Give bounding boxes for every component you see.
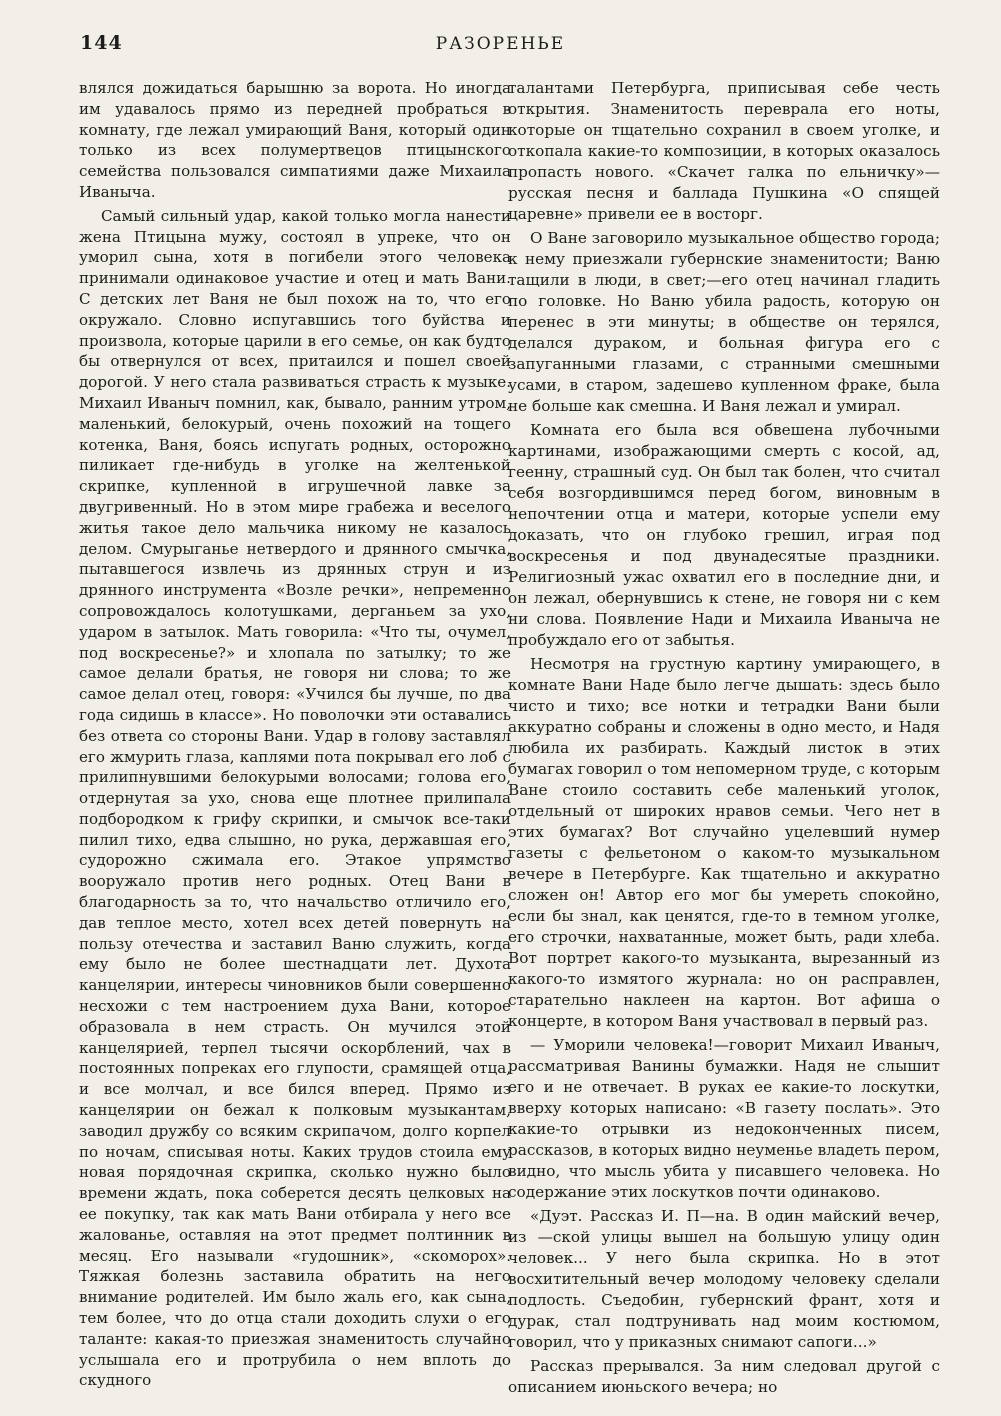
running-title: РАЗОРЕНЬЕ <box>435 34 566 54</box>
paragraph: влялся дожидаться барышню за ворота. Но иногда им удавалось прямо из передней пробраться в комнату, где лежал умирающий Ваня, который один только из всех полумертвецов птицынского семейства пользовался симпатиями даже Михаила Иваныча. <box>79 79 511 201</box>
paragraph: Самый сильный удар, какой только могла нанести жена Птицына мужу, состоял в упреке, что он уморил сына, хотя в погибели этого человека принимали одинаковое участие и отец и мать Вани. С детских лет Ваня не был похож на то, что его окружало. Словно испугавшись того буйства и произвола, которые царили в его семье, он как будто бы отвернулся от всех, притаился и пошел своей дорогой. У него стала развиваться страсть к музыке. Михаил Иваныч помнил, как, бывало, ранним утром, маленький, белокурый, очень похожий на тощего котенка, Ваня, боясь испугать родных, осторожно пиликает где-нибудь в уголке на желтенькой скрипке, купленной в игрушечной лавке за двугривенный. Но в этом мире грабежа и веселого житья такое дело мальчика никому не казалось делом. Смурыганье нетвердого и дрянного смычка, пытавшегося извлечь из дрянных струн и из дрянного инструмента «Возле речки», непременно сопровождалось колотушками, дерганьем за ухо, ударом в затылок. Мать говорила: «Что ты, очумел, под воскресенье?» и хлопала по затылку; то же самое делали братья, не говоря ни слова; то же самое делал отец, говоря: «Учился бы лучше, по два года сидишь в классе». Но поволочки эти оставались без ответа со стороны Вани. Удар в голову заставлял его жмурить глаза, каплями пота покрывал его лоб с прилипнувшими белокурыми волосами; голова его, отдернутая за ухо, снова еще плотнее прилипала подбородком к грифу скрипки, и смычок все-таки пилил тихо, едва слышно, но рука, державшая его, судорожно сжимала его. Этакое упрямство вооружало против него родных. Отец Вани в благодарность за то, что начальство отличило его, дав теплое место, хотел всех детей повернуть на пользу отечества и заставил Ваню служить, когда ему было не более шестнадцати лет. Духота канцелярии, интересы чиновников были совершенно несхожи с тем настроением духа Вани, которое образовала в нем страсть. Он мучился этой канцелярией, терпел тысячи оскорблений, чах в постоянных попреках его глупости, срамящей отца, и все молчал, и все бился вперед. Прямо из канцелярии он бежал к полковым музыкантам, заводил дружбу со всяким скрипачом, долго корпел по ночам, списывая ноты. Каких трудов стоила ему новая порядочная скрипка, сколько нужно было времени ждать, пока соберется десять целковых на ее покупку, так как мать Вани отбирала у него все жалованье, оставляя на этот предмет полтинник в месяц. Его называли «гудошник», «скоморох». Тяжкая болезнь заставила обратить на него внимание родителей. Им было жаль его, как сына, тем более, что до отца стали доходить слухи о его таланте: какая-то приезжая знаменитость случайно услышала его и протрубила о нем вплоть до скудного <box>79 206 511 1390</box>
paragraph: О Ване заговорило музыкальное общество города; к нему приезжали губернские знаменитости; Ваню тащили в люди, в свет;—его отец начинал гладить по головке. Но Ваню убила радость, которую он перенес в эти минуты; в обществе он терялся, делался дураком, и больная фигура его с запуганными глазами, с странными смешными усами, в старом, задешево купленном фраке, была не больше как смешна. И Ваня лежал и умирал. <box>508 229 940 415</box>
paragraph: талантами Петербурга, приписывая себе честь открытия. Знаменитость переврала его ноты, которые он тщательно сохранил в своем уголке, и откопала какие-то композиции, в которых оказалось пропасть нового. «Скачет галка по ельничку»—русская песня и баллада Пушкина «О спящей царевне» привели ее в восторг. <box>508 79 940 223</box>
paragraph: Комната его была вся обвешена лубочными картинами, изображающими смерть с косой, ад, геенну, страшный суд. Он был так болен, что считал себя возгордившимся перед богом, виновным в непочтении отца и матери, которые успели ему доказать, что он глубоко грешил, играя под воскресенья и под двунадесятые праздники. Религиозный ужас охватил его в последние дни, и он лежал, обернувшись к стене, не говоря ни с кем ни слова. Появление Нади и Михаила Иваныча не пробуждало его от забытья. <box>508 421 940 649</box>
right-column <box>508 78 940 1401</box>
page-header <box>0 32 1001 62</box>
paragraph: «Дуэт. Рассказ И. П—на. В один майский вечер, из —ской улицы вышел на большую улицу один человек... У него была скрипка. Но в этот восхитительный вечер молодому человеку сделали подлость. Съедобин, губернский франт, хотя и дурак, стал подтрунивать над моим костюмом, говорил, что у приказных снимают сапоги...» <box>508 1207 940 1351</box>
page-number: 144 <box>80 32 123 54</box>
paragraph: Рассказ прерывался. За ним следовал другой с описанием июньского вечера; но <box>508 1357 940 1396</box>
paragraph: Несмотря на грустную картину умирающего, в комнате Вани Наде было легче дышать: здесь было чисто и тихо; все нотки и тетрадки Вани были аккуратно собраны и сложены в одно место, и Надя любила их разбирать. Каждый листок в этих бумагах говорил о том непомерном труде, с которым Ване стоило составить себе маленький уголок, отдельный от широких нравов семьи. Чего нет в этих бумагах? Вот случайно уцелевший нумер газеты с фельетоном о каком-то музыкальном вечере в Петербурге. Как тщательно и аккуратно сложен он! Автор его мог бы умереть спокойно, если бы знал, как ценятся, где-то в темном уголке, его строчки, нахватанные, может быть, ради хлеба. Вот портрет какого-то музыканта, вырезанный из какого-то измятого журнала: но он расправлен, старательно наклеен на картон. Вот афиша о концерте, в котором Ваня участвовал в первый раз. <box>508 655 940 1030</box>
paragraph: — Уморили человека!—говорит Михаил Иваныч, рассматривая Ванины бумажки. Надя не слышит его и не отвечает. В руках ее какие-то лоскутки, вверху которых написано: «В газету послать». Это какие-то отрывки из недоконченных писем, рассказов, в которых видно неуменье владеть пером, видно, что мысль убита у писавшего человека. Но содержание этих лоскутков почти одинаково. <box>508 1036 940 1201</box>
left-column <box>79 78 511 1394</box>
